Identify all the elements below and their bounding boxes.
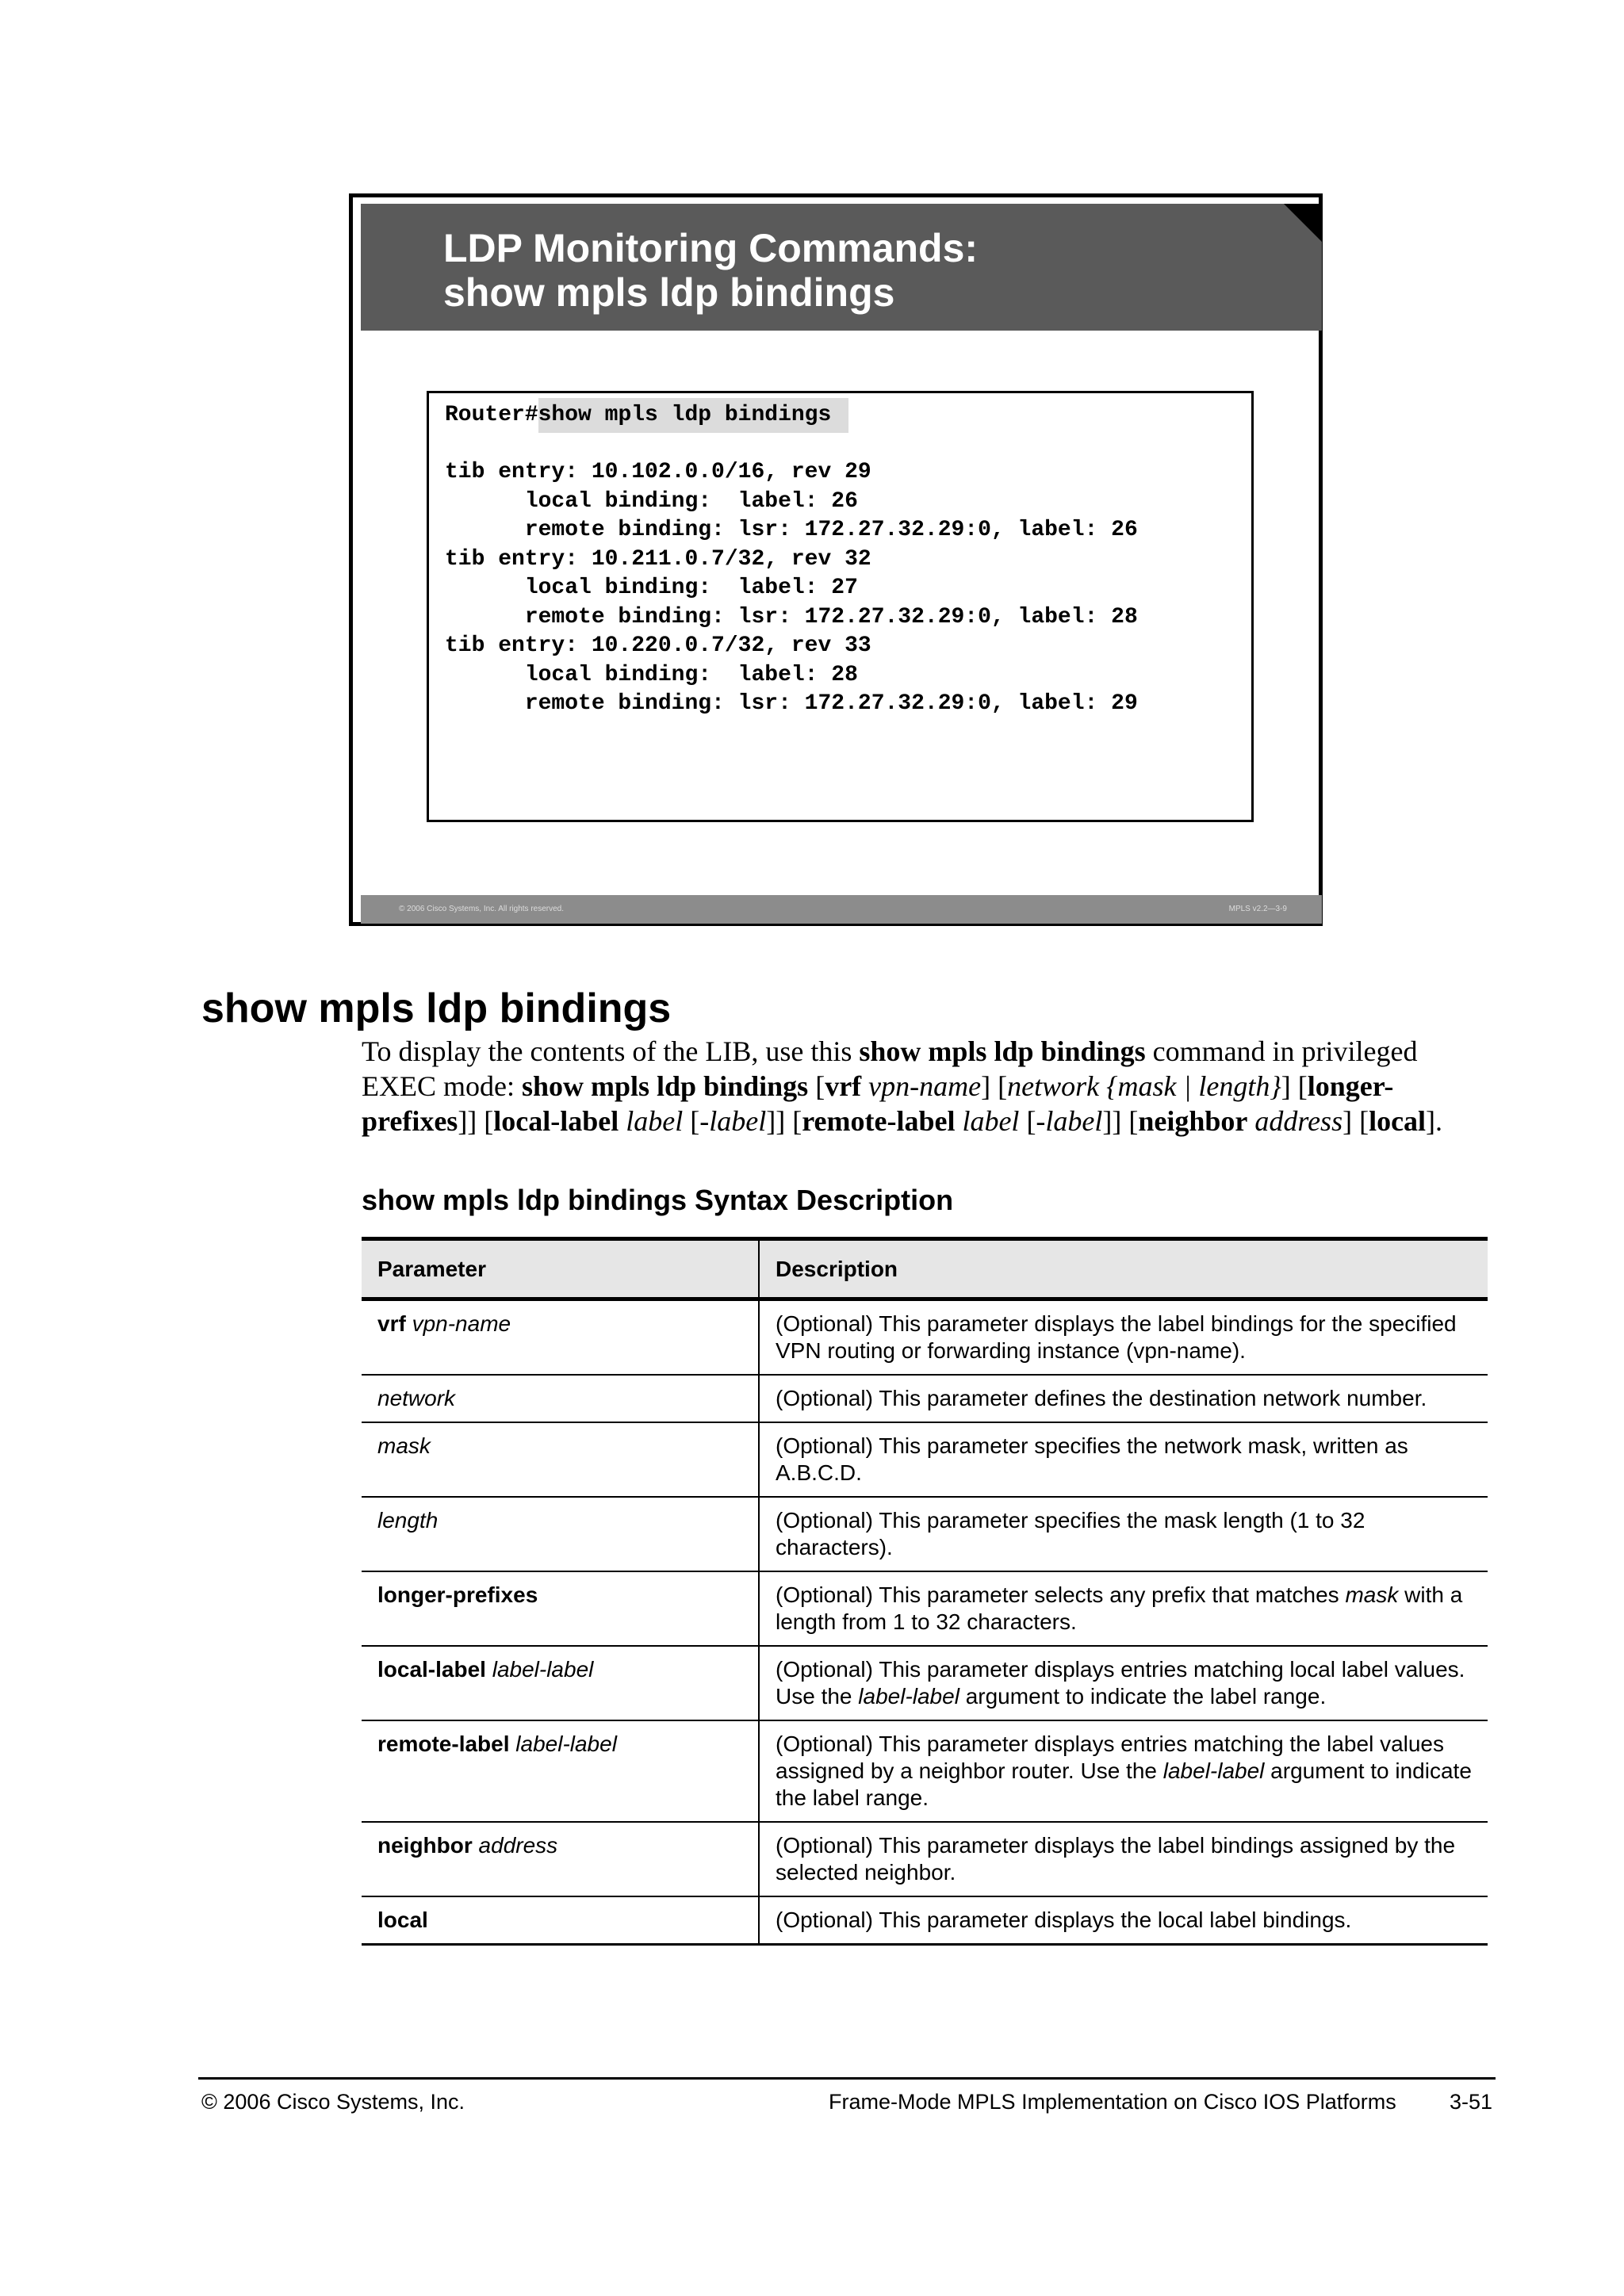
column-header-description: Description (759, 1239, 1488, 1299)
description-cell (759, 1646, 1488, 1720)
para-text: ] [ (1281, 1070, 1308, 1102)
para-text: [- (683, 1105, 710, 1137)
description-text: (Optional) This parameter displays the label bindings assigned by the selected neighbor. (776, 1833, 1456, 1885)
console-prompt: Router# (445, 403, 538, 427)
description-text: argument to indicate the label range. (776, 1758, 1472, 1810)
description-argument: label-label (858, 1684, 959, 1709)
parameter-argument: mask (377, 1433, 431, 1458)
parameter-cell (362, 1571, 759, 1646)
parameter-keyword: remote-label (377, 1732, 510, 1756)
slide-figure (349, 193, 1323, 926)
parameter-cell (362, 1720, 759, 1822)
para-arg: label (619, 1105, 684, 1137)
slide-corner-triangle (1284, 204, 1322, 242)
para-line-3 (362, 1104, 1496, 1138)
table-row (362, 1299, 1488, 1376)
para-keyword: longer- (1307, 1070, 1394, 1102)
para-line-2 (362, 1069, 1496, 1104)
slide-footer-course: MPLS v2.2—3-9 (1228, 905, 1287, 913)
footer-copyright: © 2006 Cisco Systems, Inc. (201, 2090, 465, 2114)
parameter-keyword: longer-prefixes (377, 1582, 538, 1607)
parameter-keyword: neighbor (377, 1833, 473, 1858)
para-text: ] [ (1342, 1105, 1369, 1137)
table-row (362, 1720, 1488, 1822)
description-text: (Optional) This parameter displays entries matching local label values. Use the (776, 1657, 1465, 1709)
table-caption: show mpls ldp bindings Syntax Description (362, 1184, 954, 1216)
console-command: show mpls ldp bindings (538, 398, 849, 433)
parameter-cell (362, 1299, 759, 1376)
para-cmd: show mpls ldp bindings (521, 1070, 809, 1102)
description-cell (759, 1571, 1488, 1646)
description-text: argument to indicate the label range. (959, 1684, 1327, 1709)
slide-header (361, 204, 1322, 331)
table-row (362, 1497, 1488, 1571)
parameter-cell (362, 1646, 759, 1720)
description-argument: label-label (1162, 1758, 1265, 1783)
description-text: (Optional) This parameter displays the label bindings for the specified VPN routing or forwarding instance (vpn-name). (776, 1311, 1457, 1363)
footer-book-title: Frame-Mode MPLS Implementation on Cisco IOS Platforms (829, 2090, 1396, 2114)
para-text: ] [ (981, 1070, 1008, 1102)
description-cell (759, 1299, 1488, 1376)
parameter-cell (362, 1422, 759, 1497)
para-text: ]] [ (1102, 1105, 1139, 1137)
console-command-line (445, 398, 905, 433)
para-text: [- (1019, 1105, 1046, 1137)
intro-paragraph (362, 1034, 1496, 1138)
parameter-argument: length (377, 1508, 439, 1533)
para-text: To display the contents of the LIB, use this (362, 1035, 860, 1067)
footer-page-number: 3-51 (1450, 2090, 1493, 2114)
para-text: ]] [ (458, 1105, 494, 1137)
para-arg: network {mask | length} (1007, 1070, 1281, 1102)
slide-footer (361, 895, 1322, 924)
description-text: (Optional) This parameter defines the destination network number. (776, 1386, 1427, 1410)
table-row (362, 1822, 1488, 1896)
description-cell (759, 1720, 1488, 1822)
para-text: EXEC mode: (362, 1070, 522, 1102)
description-text: with a length from 1 to 32 characters. (776, 1582, 1463, 1634)
console-output-box (427, 391, 1254, 822)
description-cell (759, 1497, 1488, 1571)
parameter-argument: vpn-name (405, 1311, 511, 1336)
table-row (362, 1646, 1488, 1720)
parameter-keyword: vrf (377, 1311, 406, 1336)
parameter-cell (362, 1375, 759, 1422)
parameter-keyword: local-label (377, 1657, 486, 1682)
parameter-argument: network (377, 1386, 456, 1410)
description-text: (Optional) This parameter displays the local label bindings. (776, 1908, 1352, 1932)
parameter-cell (362, 1822, 759, 1896)
parameter-keyword: local (377, 1908, 428, 1932)
table-row (362, 1896, 1488, 1945)
para-arg: label (1045, 1105, 1103, 1137)
para-cmd: show mpls ldp bindings (859, 1035, 1146, 1067)
description-text: (Optional) This parameter displays entries matching the label values assigned by a neighbor router. Use the (776, 1732, 1445, 1783)
para-text: ]. (1426, 1105, 1443, 1137)
para-arg: label (955, 1105, 1020, 1137)
description-text: (Optional) This parameter specifies the mask length (1 to 32 characters). (776, 1508, 1365, 1559)
slide-title (443, 226, 978, 315)
parameter-argument: label-label (509, 1732, 617, 1756)
table-header-row (362, 1239, 1488, 1299)
description-text: (Optional) This parameter selects any prefix that matches (776, 1582, 1346, 1607)
para-line-1 (362, 1034, 1496, 1069)
slide-title-line2: show mpls ldp bindings (443, 270, 895, 315)
slide-footer-copyright: © 2006 Cisco Systems, Inc. All rights reserved. (399, 905, 565, 913)
description-text: (Optional) This parameter specifies the network mask, written as A.B.C.D. (776, 1433, 1408, 1485)
parameter-argument: label-label (485, 1657, 594, 1682)
syntax-description-table (362, 1237, 1488, 1946)
para-keyword: local (1369, 1105, 1427, 1137)
para-text: [ (808, 1070, 825, 1102)
para-keyword: prefixes (362, 1105, 458, 1137)
para-text: ]] [ (766, 1105, 802, 1137)
para-keyword: local-label (493, 1105, 619, 1137)
parameter-argument: address (472, 1833, 558, 1858)
description-cell (759, 1822, 1488, 1896)
para-keyword: remote-label (802, 1105, 956, 1137)
section-title: show mpls ldp bindings (201, 985, 672, 1031)
description-cell (759, 1896, 1488, 1945)
para-keyword: neighbor (1138, 1105, 1248, 1137)
footer-rule (198, 2077, 1496, 2080)
description-argument: mask (1345, 1582, 1399, 1607)
para-keyword: vrf (825, 1070, 862, 1102)
description-cell (759, 1422, 1488, 1497)
console-output: tib entry: 10.102.0.0/16, rev 29 local binding: label: 26 remote binding: lsr: 172.27.32.29:0, label: 26 tib entry: 10.211.0.7/32, rev 32 local binding: label: 27 remote binding: lsr: 172.27.32.29:0, label: 28 tib entry: 10.220.0.7/32, rev 33 local binding: label: 28 remote binding: lsr: 172.27.32.29:0, label: 29 (445, 460, 1138, 716)
parameter-cell (362, 1497, 759, 1571)
para-arg: address (1247, 1105, 1343, 1137)
para-text: command in privileged (1145, 1035, 1418, 1067)
slide-title-line1: LDP Monitoring Commands: (443, 226, 979, 270)
parameter-cell (362, 1896, 759, 1945)
para-arg: vpn-name (861, 1070, 982, 1102)
table-row (362, 1375, 1488, 1422)
description-cell (759, 1375, 1488, 1422)
table-row (362, 1571, 1488, 1646)
column-header-parameter: Parameter (362, 1239, 759, 1299)
table-row (362, 1422, 1488, 1497)
para-arg: label (709, 1105, 767, 1137)
